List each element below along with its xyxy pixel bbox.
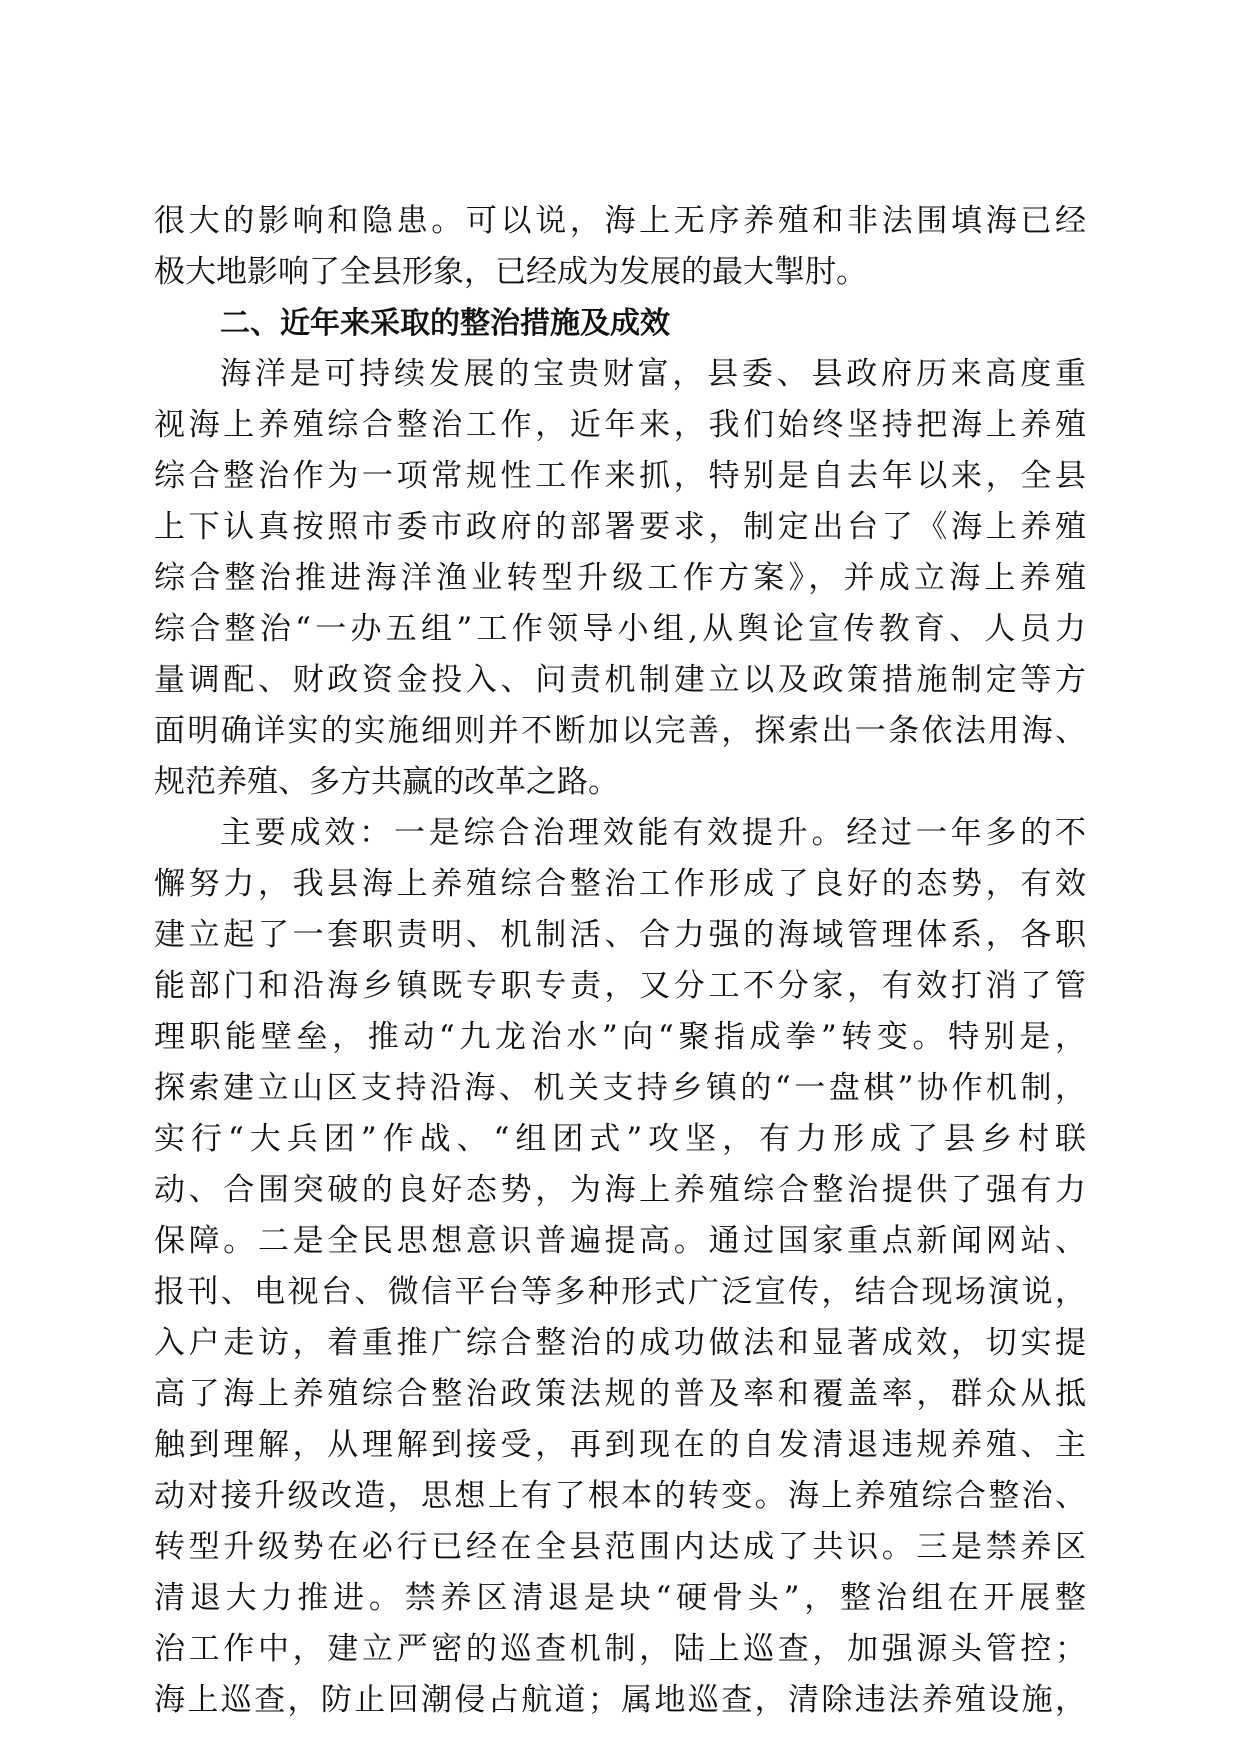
text-line: 综合整治“一办五组”工作领导小组,从舆论宣传教育、人员力 [154,611,1086,647]
text-line: 规范养殖、多方共赢的改革之路。 [154,764,619,800]
text-line: 高了海上养殖综合整治政策法规的普及率和覆盖率，群众从抵 [154,1376,1086,1412]
document-body [154,196,1086,1726]
text-line: 极大地影响了全县形象，已经成为发展的最大掣肘。 [154,254,867,290]
text-line: 综合整治作为一项常规性工作来抓，特别是自去年以来，全县 [154,458,1086,494]
text-line: 建立起了一套职责明、机制活、合力强的海域管理体系，各职 [154,917,1086,953]
paragraph-results [154,808,1086,1726]
paragraph-continuation [154,196,1086,298]
text-line: 面明确详实的实施细则并不断加以完善，探索出一条依法用海、 [154,713,1086,749]
text-line: 探索建立山区支持沿海、机关支持乡镇的“一盘棋”协作机制， [154,1070,1086,1106]
text-line: 上下认真按照市委市政府的部署要求，制定出台了《海上养殖 [154,509,1086,545]
section-heading [154,298,1086,349]
text-line: 转型升级势在必行已经在全县范围内达成了共识。三是禁养区 [154,1529,1086,1565]
paragraph-measures [154,349,1086,808]
text-line: 能部门和沿海乡镇既专职专责，又分工不分家，有效打消了管 [154,968,1086,1004]
text-line: 综合整治推进海洋渔业转型升级工作方案》，并成立海上养殖 [154,560,1086,596]
text-line: 实行“大兵团”作战、“组团式”攻坚，有力形成了县乡村联 [154,1121,1086,1157]
text-line: 触到理解，从理解到接受，再到现在的自发清退违规养殖、主 [154,1427,1086,1463]
text-line: 治工作中，建立严密的巡查机制，陆上巡查，加强源头管控； [154,1631,1086,1667]
text-line: 懈努力，我县海上养殖综合整治工作形成了良好的态势，有效 [154,866,1086,902]
text-line: 量调配、财政资金投入、问责机制建立以及政策措施制定等方 [154,662,1086,698]
text-line: 视海上养殖综合整治工作，近年来，我们始终坚持把海上养殖 [154,407,1086,443]
text-line: 理职能壁垒，推动“九龙治水”向“聚指成拳”转变。特别是， [154,1019,1086,1055]
text-line: 动、合围突破的良好态势，为海上养殖综合整治提供了强有力 [154,1172,1086,1208]
text-line: 报刊、电视台、微信平台等多种形式广泛宣传，结合现场演说， [154,1274,1086,1310]
section-heading-text: 二、近年来采取的整治措施及成效 [220,306,670,341]
text-line: 海洋是可持续发展的宝贵财富，县委、县政府历来高度重 [220,356,1086,392]
text-line: 动对接升级改造，思想上有了根本的转变。海上养殖综合整治、 [154,1478,1086,1514]
text-line: 主要成效：一是综合治理效能有效提升。经过一年多的不 [220,815,1086,851]
text-line: 海上巡查，防止回潮侵占航道；属地巡查，清除违法养殖设施， [154,1682,1086,1718]
text-line: 清退大力推进。禁养区清退是块“硬骨头”，整治组在开展整 [154,1580,1086,1616]
text-line: 很大的影响和隐患。可以说，海上无序养殖和非法围填海已经 [154,203,1086,239]
text-line: 保障。二是全民思想意识普遍提高。通过国家重点新闻网站、 [154,1223,1086,1259]
text-line: 入户走访，着重推广综合整治的成功做法和显著成效，切实提 [154,1325,1086,1361]
